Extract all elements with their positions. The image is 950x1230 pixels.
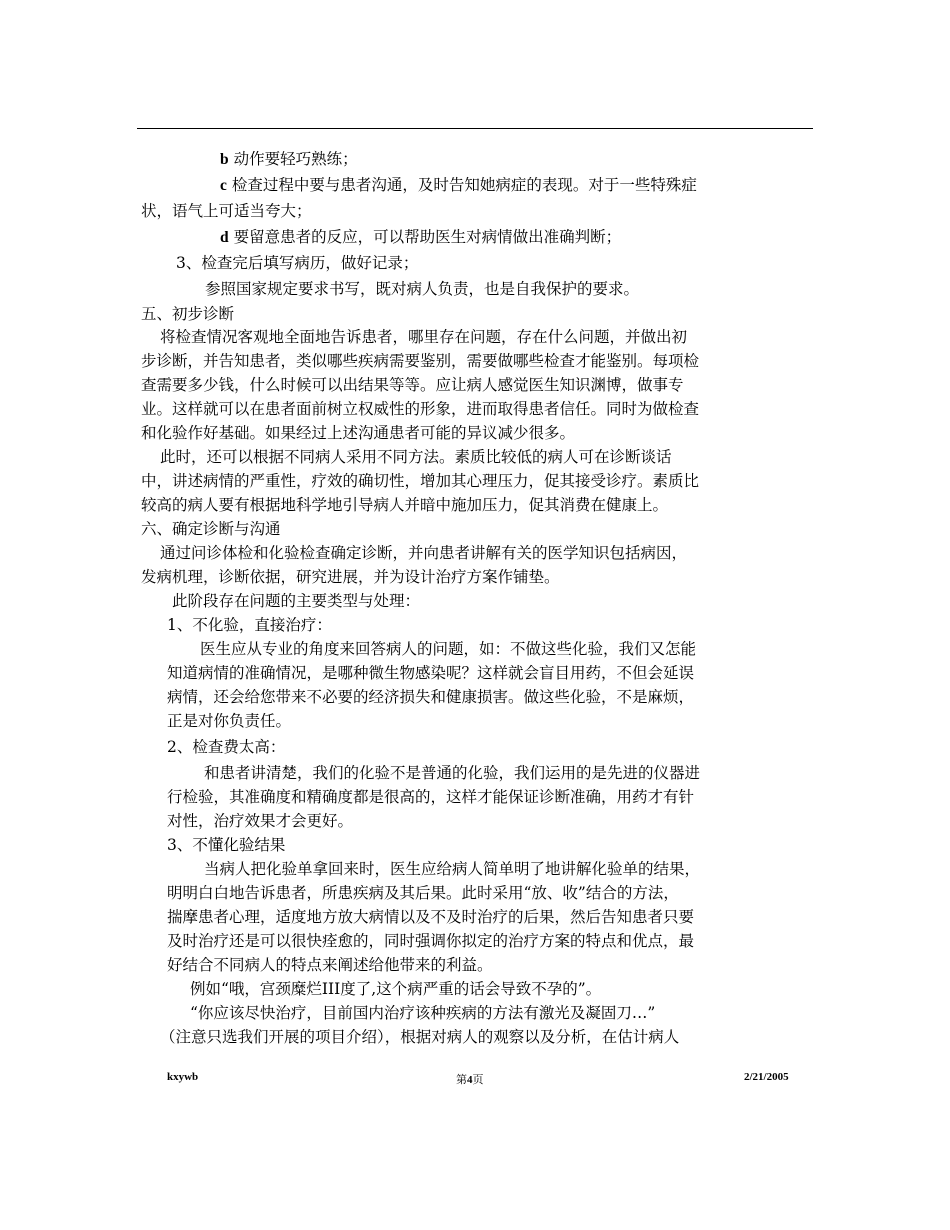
text-line: 明明白白地告诉患者，所患疾病及其后果。此时采用“放、收”结合的方法，	[167, 884, 679, 902]
subheading: 1、不化验，直接治疗：	[167, 616, 332, 634]
text-line: d 要留意患者的反应，可以帮助医生对病情做出准确判断；	[220, 228, 622, 246]
header-rule	[137, 128, 813, 129]
footer-left: kxywb	[167, 1071, 199, 1083]
text-line: 步诊断，并告知患者，类似哪些疾病需要鉴别，需要做哪些检查才能鉴别。每项检	[141, 352, 700, 370]
text-line: 好结合不同病人的特点来阐述给他带来的利益。	[167, 956, 493, 974]
text-line: 对性，治疗效果才会更好。	[167, 812, 354, 830]
text-line: 医生应从专业的角度来回答病人的问题，如：不做这些化验，我们又怎能	[200, 640, 697, 658]
text-line: 病情，还会给您带来不必要的经济损失和健康损害。做这些化验，不是麻烦，	[167, 688, 695, 706]
text-line: 通过问诊体检和化验检查确定诊断，并向患者讲解有关的医学知识包括病因，	[160, 544, 688, 562]
list-marker: c	[220, 177, 227, 194]
text-line: 此时，还可以根据不同病人采用不同方法。素质比较低的病人可在诊断谈话	[160, 448, 672, 466]
text-line: 较高的病人要有根据地科学地引导病人并暗中施加压力，促其消费在健康上。	[141, 496, 669, 514]
list-marker: b	[220, 151, 229, 168]
text-line: （注意只选我们开展的项目介绍），根据对病人的观察以及分析，在估计病人	[160, 1028, 680, 1046]
text-line: 查需要多少钱，什么时候可以出结果等等。应让病人感觉医生知识渊博，做事专	[141, 376, 684, 394]
text-line: 揣摩患者心理，适度地方放大病情以及不及时治疗的后果，然后告知患者只要	[167, 908, 695, 926]
subheading: 3、不懂化验结果	[167, 836, 286, 854]
text-line: 发病机理，诊断依据，研究进展，并为设计治疗方案作铺垫。	[141, 568, 560, 586]
text-line: 及时治疗还是可以很快痊愈的，同时强调你拟定的治疗方案的特点和优点，最	[167, 932, 695, 950]
text-line: 行检验，其准确度和精确度都是很高的，这样才能保证诊断准确，用药才有针	[167, 788, 695, 806]
text-line: 此阶段存在问题的主要类型与处理：	[172, 592, 421, 610]
footer-date: 2/21/2005	[744, 1071, 789, 1083]
text-line: 知道病情的准确情况，是哪种微生物感染呢？这样就会盲目用药，不但会延误	[167, 664, 695, 682]
text-line: 和化验作好基础。如果经过上述沟通患者可能的异议减少很多。	[141, 424, 576, 442]
text-line: c 检查过程中要与患者沟通，及时告知她病症的表现。对于一些特殊症	[220, 176, 697, 194]
text-line: 将检查情况客观地全面地告诉患者，哪里存在问题，存在什么问题，并做出初	[160, 328, 688, 346]
text-line: b 动作要轻巧熟练；	[220, 150, 358, 168]
text-line: 正是对你负责任。	[167, 712, 292, 730]
text-line: 和患者讲清楚，我们的化验不是普通的化验，我们运用的是先进的仪器进	[204, 764, 701, 782]
text-line: 3、检查完后填写病历，做好记录；	[176, 254, 419, 272]
text-line: 当病人把化验单拿回来时，医生应给病人简单明了地讲解化验单的结果，	[204, 860, 701, 878]
text-line: 状，语气上可适当夸大；	[141, 202, 312, 220]
section-heading: 六、确定诊断与沟通	[141, 520, 281, 538]
text-line: 参照国家规定要求书写，既对病人负责，也是自我保护的要求。	[205, 280, 640, 298]
text-line: 例如“哦，宫颈糜烂III度了,这个病严重的话会导致不孕的”。	[190, 980, 602, 998]
list-marker: d	[220, 229, 229, 246]
page-number: 第4页	[456, 1074, 484, 1086]
subheading: 2、检查费太高：	[167, 738, 286, 756]
text-line: 业。这样就可以在患者面前树立权威性的形象，进而取得患者信任。同时为做检查	[141, 400, 700, 418]
text-line: “你应该尽快治疗，目前国内治疗该种疾病的方法有激光及凝固刀…”	[190, 1004, 656, 1022]
text-line: 中，讲述病情的严重性，疗效的确切性，增加其心理压力，促其接受诊疗。素质比	[141, 472, 700, 490]
section-heading: 五、初步诊断	[141, 305, 235, 323]
